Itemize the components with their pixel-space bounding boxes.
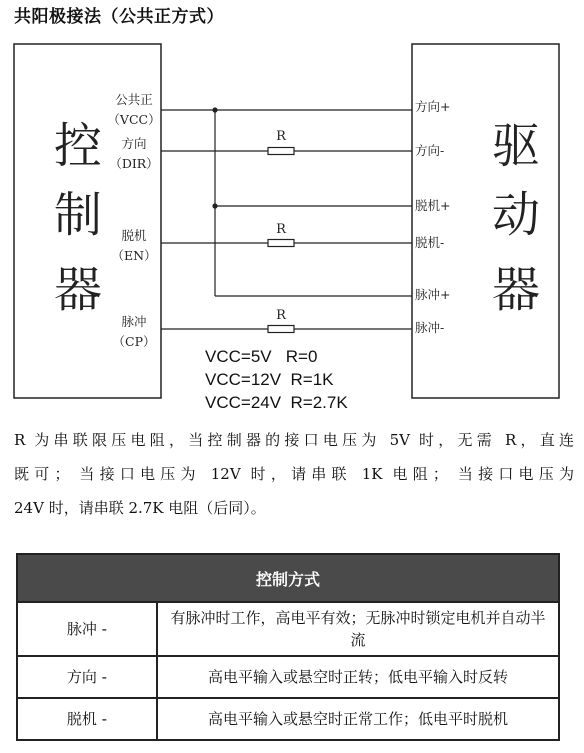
left-pin-sub: （VCC）	[107, 112, 161, 127]
resistor-label: R	[276, 308, 286, 323]
resistor-en	[268, 240, 294, 247]
left-pin-name: 公共正	[115, 92, 153, 107]
vcc-note: VCC=5V R=0	[205, 347, 318, 366]
junction-dot	[212, 203, 217, 208]
left-pin-name: 脉冲	[121, 314, 147, 329]
row-value: 高电平输入或悬空时正转；低电平输入时反转	[157, 656, 559, 698]
left-pin-sub: （EN）	[111, 248, 157, 263]
junction-dot	[212, 107, 217, 112]
wires	[161, 110, 412, 329]
driver-char-1: 驱	[492, 118, 541, 174]
table-header: 控制方式	[17, 554, 559, 602]
resistor-label: R	[276, 129, 286, 144]
right-pin-label: 方向-	[415, 143, 445, 158]
paragraph-line: 既可； 当接口电压为 12V 时，请串联 1K 电阻； 当接口电压为	[14, 465, 574, 483]
paragraph-line: 24V 时，请串联 2.7K 电阻（后同）。	[14, 499, 266, 517]
row-value: 高电平输入或悬空时正常工作；低电平时脱机	[157, 698, 559, 740]
table-row	[17, 602, 559, 656]
vcc-note: VCC=24V R=2.7K	[205, 393, 348, 412]
controller-char-2: 制	[54, 187, 103, 243]
table-row	[17, 698, 559, 740]
left-pin-name: 方向	[121, 136, 147, 151]
row-key: 脱机 -	[17, 698, 157, 740]
right-pin-label: 脱机+	[415, 198, 451, 213]
row-value: 有脉冲时工作，高电平有效；无脉冲时锁定电机并自动半流	[157, 602, 559, 656]
resistor-label: R	[276, 222, 286, 237]
row-key: 方向 -	[17, 656, 157, 698]
control-mode-table	[16, 553, 560, 741]
explanation-paragraph	[14, 423, 574, 525]
left-pin-sub: （CP）	[112, 334, 156, 349]
right-pin-label: 脉冲-	[415, 320, 445, 335]
controller-char-1: 控	[54, 118, 103, 174]
table-row	[17, 656, 559, 698]
right-pin-label: 脱机-	[415, 235, 445, 250]
right-pin-label: 方向+	[415, 99, 451, 114]
controller-char-3: 器	[54, 262, 103, 318]
left-pin-sub: （DIR）	[109, 156, 159, 171]
paragraph-line: R 为串联限压电阻，当控制器的接口电压为 5V 时，无需 R，直连	[14, 431, 574, 449]
right-pin-label: 脉冲+	[415, 287, 451, 302]
resistor-cp	[268, 326, 294, 333]
vcc-note: VCC=12V R=1K	[205, 370, 334, 389]
driver-char-3: 器	[492, 262, 541, 318]
driver-char-2: 动	[492, 187, 541, 243]
left-pin-name: 脱机	[121, 228, 147, 243]
diagram-title: 共阳极接法（公共正方式）	[14, 7, 224, 27]
resistor-dir	[268, 148, 294, 155]
row-key: 脉冲 -	[17, 602, 157, 656]
